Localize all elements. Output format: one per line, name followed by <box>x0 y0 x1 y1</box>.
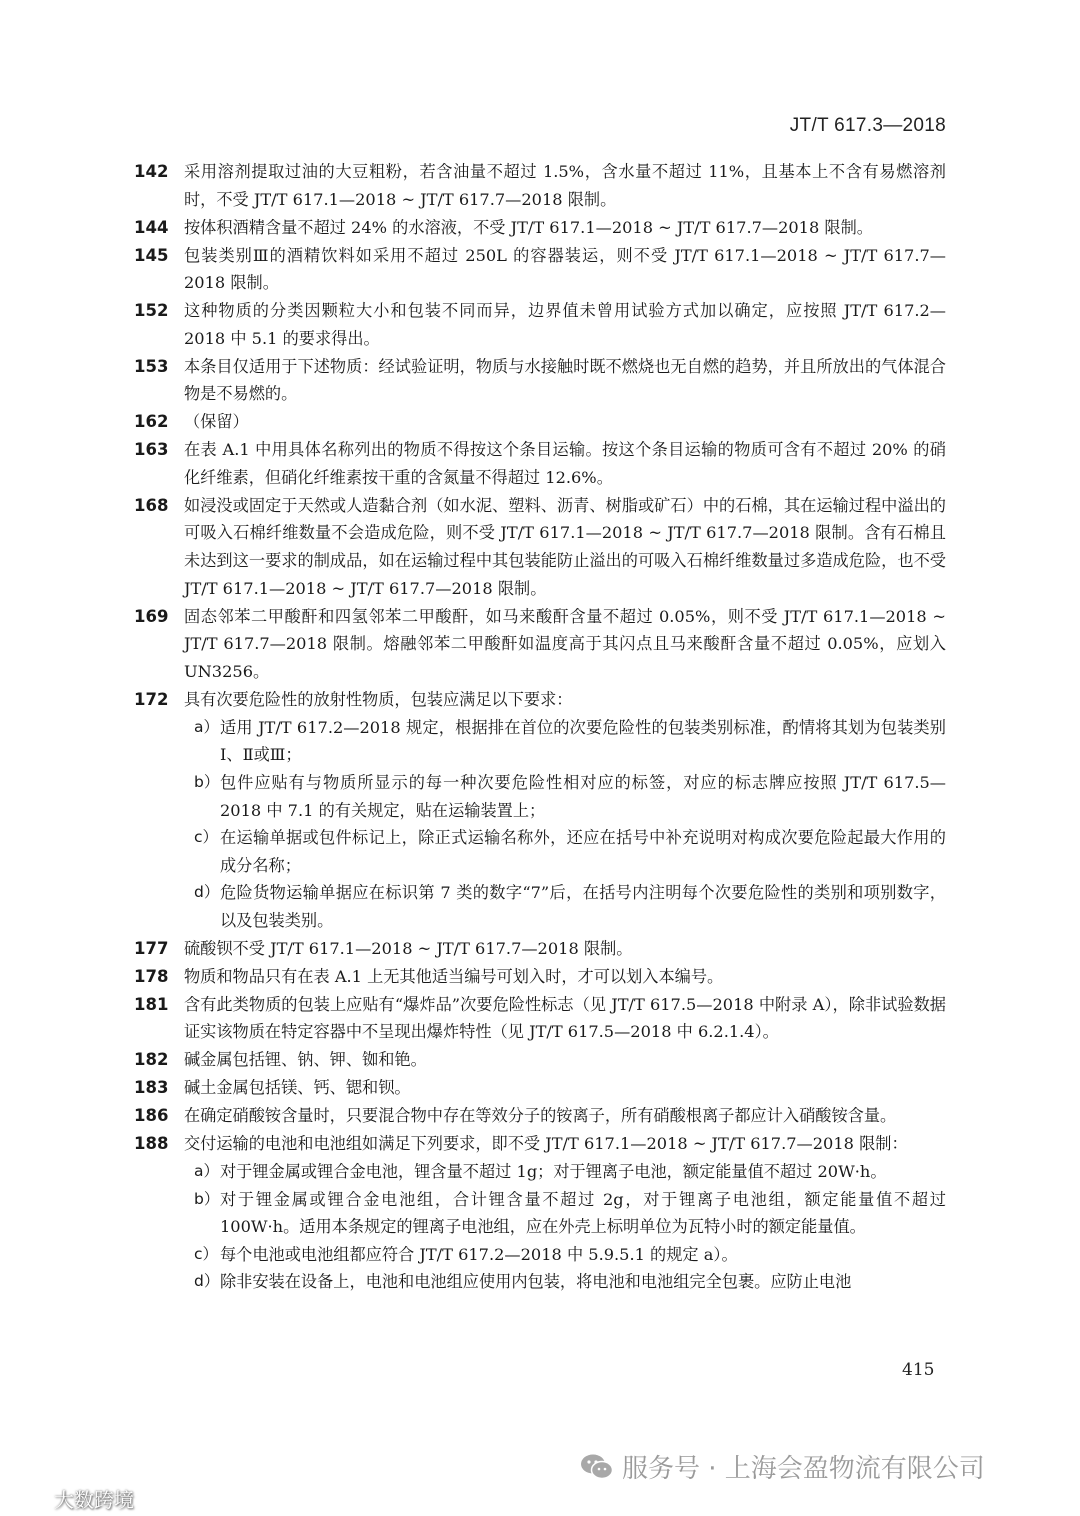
entry-152 <box>134 297 946 352</box>
entry-text: 硫酸钡不受 JT/T 617.1—2018 ~ JT/T 617.7—2018 限制。 <box>184 938 633 958</box>
entry-181 <box>134 991 946 1046</box>
entry-178 <box>134 963 946 991</box>
sub-item-marker: d） <box>194 1272 220 1291</box>
sub-item-marker: c） <box>194 1244 219 1263</box>
entry-153 <box>134 353 946 408</box>
entry-number: 142 <box>134 162 169 181</box>
entry-162 <box>134 408 946 436</box>
brand-logo-icon <box>10 1487 50 1511</box>
entry-text: 交付运输的电池和电池组如满足下列要求，即不受 JT/T 617.1—2018 ~ JT/T 617.7—2018 限制： <box>184 1134 908 1154</box>
entry-number: 186 <box>134 1106 169 1126</box>
entry-number: 163 <box>134 440 169 460</box>
entry-182 <box>134 1046 946 1074</box>
entry-number: 183 <box>134 1078 169 1098</box>
watermark <box>580 1448 985 1485</box>
sub-item-marker: d） <box>194 883 220 902</box>
entry-text: 固态邻苯二甲酸酐和四氢邻苯二甲酸酐，如马来酸酐含量不超过 0.05%，则不受 JT/T 617.1—2018 ~ JT/T 617.7—2018 限制。熔融邻苯二甲酸酐如温度高于其闪点且马来酸酐含量不超过 0.05%，应划入 UN3256。 <box>184 606 946 681</box>
entry-text: 包装类别Ⅲ的酒精饮料如采用不超过 250L 的容器装运，则不受 JT/T 617.1—2018 ~ JT/T 617.7—2018 限制。 <box>184 245 946 293</box>
entry-144 <box>134 214 946 242</box>
entry-number: 169 <box>134 606 169 626</box>
entry-text: 具有次要危险性的放射性物质，包装应满足以下要求： <box>184 689 573 709</box>
entry-text: 物质和物品只有在表 A.1 上无其他适当编号可划入时，才可以划入本编号。 <box>184 966 724 986</box>
entry-188 <box>134 1130 946 1158</box>
entry-163 <box>134 436 946 491</box>
entry-text: 在表 A.1 中用具体名称列出的物质不得按这个条目运输。按这个条目运输的物质可含有不超过 20% 的硝化纤维素，但硝化纤维素按干重的含氮量不得超过 12.6%。 <box>184 440 946 487</box>
entry-number: 181 <box>134 994 169 1014</box>
wechat-icon <box>580 1453 614 1481</box>
entry-text: （保留） <box>184 412 249 432</box>
sub-item-marker: c） <box>194 828 219 847</box>
standard-code: JT/T 617.3—2018 <box>789 115 946 136</box>
entry-number: 182 <box>134 1050 169 1070</box>
entry-text: 采用溶剂提取过油的大豆粗粉，若含油量不超过 1.5%，含水量不超过 11%，且基本上不含有易燃溶剂时，不受 JT/T 617.1—2018 ~ JT/T 617.7—2018 限制。 <box>184 162 946 209</box>
sub-item-text: 对于锂金属或锂合金电池组，合计锂含量不超过 2g，对于锂离子电池组，额定能量值不超过 100W·h。适用本条规定的锂离子电池组，应在外壳上标明单位为瓦特小时的额定能量值。 <box>220 1189 946 1237</box>
entry-number: 172 <box>134 689 169 709</box>
sub-item <box>134 1241 946 1269</box>
sub-item-text: 适用 JT/T 617.2—2018 规定，根据排在首位的次要危险性的包装类别标准，酌情将其划为包装类别Ⅰ、Ⅱ或Ⅲ； <box>220 717 946 765</box>
entry-text: 碱金属包括锂、钠、钾、铷和铯。 <box>184 1050 427 1070</box>
entry-number: 188 <box>134 1134 169 1154</box>
sub-item-text: 每个电池或电池组都应符合 JT/T 617.2—2018 中 5.9.5.1 的规定 a）。 <box>220 1244 738 1264</box>
entry-number: 153 <box>134 356 169 376</box>
entry-183 <box>134 1074 946 1102</box>
sub-item-marker: a） <box>194 1162 219 1181</box>
entry-text: 本条目仅适用于下述物质：经试验证明，物质与水接触时既不燃烧也无自燃的趋势，并且所放出的气体混合物是不易燃的。 <box>184 356 946 404</box>
sub-item-text: 在运输单据或包件标记上，除正式运输名称外，还应在括号中补充说明对构成次要危险起最大作用的成分名称； <box>220 828 946 875</box>
entry-number: 144 <box>134 217 169 237</box>
entry-text: 如浸没或固定于天然或人造黏合剂（如水泥、塑料、沥青、树脂或矿石）中的石棉，其在运输过程中溢出的可吸入石棉纤维数量不会造成危险，则不受 JT/T 617.1—2018 ~ JT/T 617.7—2018 限制。含有石棉且未达到这一要求的制成品，如在运输过程中其包装能防止溢出的可吸入石棉纤维数量过多造成危险，也不受 JT/T 617.1—2018 ~ JT/T 617.7—2018 限制。 <box>184 495 946 598</box>
entry-145 <box>134 242 946 297</box>
sub-item-text: 危险货物运输单据应在标识第 7 类的数字“7”后，在括号内注明每个次要危险性的类别和项别数字，以及包装类别。 <box>220 883 946 930</box>
entry-186 <box>134 1102 946 1130</box>
entry-number: 178 <box>134 966 169 986</box>
entry-text: 在确定硝酸铵含量时，只要混合物中存在等效分子的铵离子，所有硝酸根离子都应计入硝酸铵含量。 <box>184 1106 897 1126</box>
entry-text: 碱土金属包括镁、钙、锶和钡。 <box>184 1078 411 1098</box>
sub-item-text: 对于锂金属或锂合金电池，锂含量不超过 1g；对于锂离子电池，额定能量值不超过 20W·h。 <box>220 1162 887 1182</box>
entry-177 <box>134 935 946 963</box>
watermark-text: 服务号 · 上海会盈物流有限公司 <box>622 1454 985 1484</box>
entry-169 <box>134 603 946 686</box>
page-number: 415 <box>902 1360 935 1380</box>
corner-brand <box>10 1484 134 1513</box>
sub-item-text: 除非安装在设备上，电池和电池组应使用内包装，将电池和电池组完全包裹。应防止电池 <box>220 1272 852 1292</box>
entry-text: 按体积酒精含量不超过 24% 的水溶液，不受 JT/T 617.1—2018 ~ JT/T 617.7—2018 限制。 <box>184 217 873 237</box>
entry-number: 152 <box>134 301 169 321</box>
entry-text: 含有此类物质的包装上应贴有“爆炸品”次要危险性标志（见 JT/T 617.5—2018 中附录 A），除非试验数据证实该物质在特定容器中不呈现出爆炸特性（见 JT/T 617.5—2018 中 6.2.1.4）。 <box>184 994 946 1042</box>
document-body <box>134 158 946 1296</box>
sub-item-text: 包件应贴有与物质所显示的每一种次要危险性相对应的标签，对应的标志牌应按照 JT/T 617.5—2018 中 7.1 的有关规定，贴在运输装置上； <box>220 772 946 820</box>
sub-item-marker: a） <box>194 717 219 736</box>
sub-item <box>134 879 946 934</box>
entry-172 <box>134 686 946 714</box>
sub-item-marker: b） <box>194 1189 220 1208</box>
sub-item <box>134 1158 946 1186</box>
entry-168 <box>134 492 946 602</box>
entry-text: 这种物质的分类因颗粒大小和包装不同而异，边界值未曾用试验方式加以确定，应按照 JT/T 617.2—2018 中 5.1 的要求得出。 <box>184 301 946 348</box>
sub-item <box>134 824 946 879</box>
entry-number: 168 <box>134 495 169 515</box>
entry-number: 145 <box>134 245 169 265</box>
sub-item-marker: b） <box>194 772 220 791</box>
sub-item <box>134 714 946 769</box>
entry-142 <box>134 158 946 213</box>
sub-item <box>134 769 946 824</box>
entry-number: 162 <box>134 412 169 432</box>
sub-item <box>134 1186 946 1241</box>
corner-label: 大数跨境 <box>54 1488 134 1512</box>
entry-number: 177 <box>134 938 169 958</box>
sub-item <box>134 1268 946 1296</box>
